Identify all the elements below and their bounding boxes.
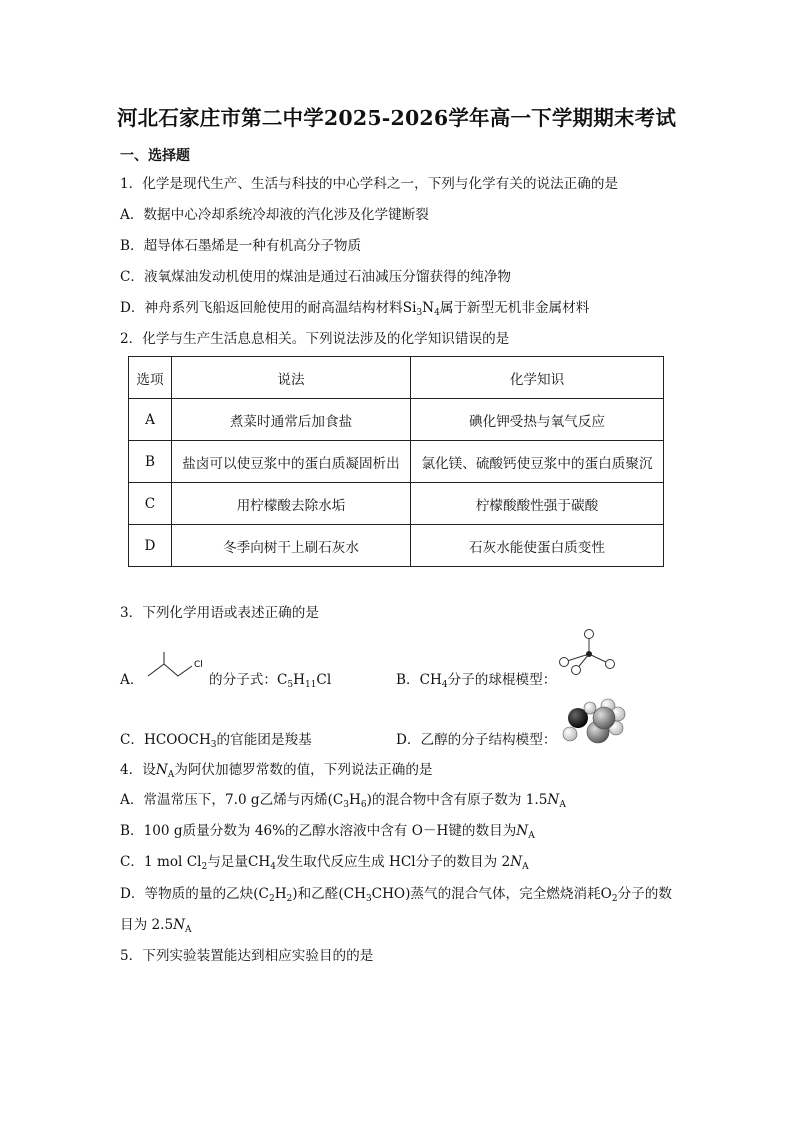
- table-cell: 用柠檬酸去除水垢: [172, 483, 411, 525]
- subscript: 2: [611, 894, 618, 904]
- text: 发生取代反应生成 HCl分子的数目为 2: [275, 854, 511, 870]
- table-row: [129, 525, 664, 567]
- text: H: [293, 672, 305, 688]
- subscript: 2: [268, 894, 275, 904]
- text: 4．设: [120, 762, 156, 778]
- q3-option-a-label: A．: [120, 672, 144, 688]
- q2-table: [128, 356, 664, 567]
- table-row: [129, 483, 664, 525]
- table-cell: B: [129, 441, 172, 483]
- q1-option-a: A．数据中心冷却系统冷却液的汽化涉及化学键断裂: [120, 207, 429, 223]
- subscript: 11: [304, 680, 317, 690]
- table-cell: D: [129, 525, 172, 567]
- subscript: A: [185, 925, 192, 935]
- q3-option-d: D．乙醇的分子结构模型：: [396, 732, 557, 748]
- subscript: 4: [270, 862, 276, 872]
- text: 与足量CH: [207, 854, 271, 870]
- text: N: [173, 917, 186, 933]
- text: )和乙醛(CH: [292, 886, 366, 902]
- text: 属于新型无机非金属材料: [439, 300, 590, 316]
- subscript: 4: [441, 680, 448, 690]
- text: 为阿伏加德罗常数的值，下列说法正确的是: [174, 762, 433, 778]
- table-header-row: [129, 357, 664, 399]
- q2-stem: 2．化学与生产生活息息相关。下列说法涉及的化学知识错误的是: [120, 331, 510, 347]
- text: C．HCOOCH: [120, 732, 211, 748]
- q1-option-b: B．超导体石墨烯是一种有机高分子物质: [120, 238, 362, 254]
- q5-stem: 5．下列实验装置能达到相应实验目的的是: [120, 948, 374, 964]
- methane-ball-stick-model-icon: [556, 628, 620, 678]
- subscript: 3: [210, 740, 217, 750]
- text: N: [155, 762, 168, 778]
- table-cell: C: [129, 483, 172, 525]
- table-cell: 石灰水能使蛋白质变性: [411, 525, 664, 567]
- table-cell: 碘化钾受热与氧气反应: [411, 399, 664, 441]
- q1-stem: 1．化学是现代生产、生活与科技的中心学科之一，下列与化学有关的说法正确的是: [120, 176, 619, 192]
- q3-option-c: [120, 730, 312, 755]
- text: 分子的球棍模型：: [447, 672, 557, 688]
- subscript: A: [559, 800, 566, 810]
- text: 的官能团是羧基: [216, 732, 312, 748]
- text: D．等物质的量的乙炔(C: [120, 886, 269, 902]
- text: 的分子式：C: [209, 672, 288, 688]
- text: Cl: [316, 672, 332, 688]
- table-header-cell: 选项: [129, 357, 172, 399]
- subscript: 4: [434, 308, 440, 318]
- exam-title: 河北石家庄市第二中学2025-2026学年高一下学期期末考试: [116, 106, 677, 130]
- subscript: 3: [416, 308, 423, 318]
- section-heading: 一、选择题: [120, 148, 190, 164]
- q1-option-c: C．液氧煤油发动机使用的煤油是通过石油减压分馏获得的纯净物: [120, 269, 512, 285]
- q4-option-c: [120, 852, 529, 877]
- text: 分子的数: [617, 886, 672, 902]
- table-row: [129, 399, 664, 441]
- text: H: [349, 792, 361, 808]
- table-row: [129, 441, 664, 483]
- q4-stem: [120, 760, 433, 785]
- subscript: 3: [365, 894, 372, 904]
- text: D．神舟系列飞船返回舱使用的耐高温结构材料Si: [120, 300, 417, 316]
- text: )的混合物中含有原子数为 1.5: [366, 792, 548, 808]
- text: 目为 2.5: [120, 917, 174, 933]
- subscript: A: [528, 831, 535, 841]
- subscript: A: [167, 770, 175, 780]
- chlorine-label: Cl: [194, 660, 203, 670]
- subscript: 2: [286, 894, 293, 904]
- q4-option-d-line1: [120, 884, 672, 909]
- subscript: 5: [287, 680, 294, 690]
- table-cell: A: [129, 399, 172, 441]
- table-cell: 柠檬酸酸性强于碳酸: [411, 483, 664, 525]
- q1-option-d: [120, 298, 589, 323]
- text: B．100 g质量分数为 46%的乙醇水溶液中含有 O－H键的数目为: [120, 823, 517, 839]
- text: N: [510, 854, 523, 870]
- text: CHO)蒸气的混合气体，完全燃烧消耗O: [371, 886, 612, 902]
- text: N: [422, 300, 435, 316]
- subscript: A: [522, 862, 529, 872]
- table-header-cell: 说法: [172, 357, 411, 399]
- q3-option-b: [396, 670, 556, 695]
- subscript: 3: [343, 800, 350, 810]
- subscript: 6: [360, 800, 367, 810]
- table-cell: 煮菜时通常后加食盐: [172, 399, 411, 441]
- table-cell: 盐卤可以使豆浆中的蛋白质凝固析出: [172, 441, 411, 483]
- skeletal-formula-diagram: [146, 652, 208, 680]
- text: H: [274, 886, 287, 902]
- table-header-cell: 化学知识: [411, 357, 664, 399]
- text: A．常温常压下，7.0 g乙烯与丙烯(C: [120, 792, 344, 808]
- subscript: 2: [201, 862, 208, 872]
- q3-stem: 3．下列化学用语或表述正确的是: [120, 605, 319, 621]
- text: C．1 mol Cl: [120, 854, 202, 870]
- table-cell: 氯化镁、硫酸钙使豆浆中的蛋白质聚沉: [411, 441, 664, 483]
- ethanol-space-filling-model-icon: [560, 694, 630, 746]
- q3-option-a-text: [209, 670, 331, 695]
- q4-option-a: [120, 790, 566, 815]
- q4-option-b: [120, 821, 535, 846]
- text: N: [516, 823, 529, 839]
- table-cell: 冬季向树干上刷石灰水: [172, 525, 411, 567]
- text: N: [547, 792, 560, 808]
- text: B．CH: [396, 672, 442, 688]
- q4-option-d-line2: [120, 915, 192, 940]
